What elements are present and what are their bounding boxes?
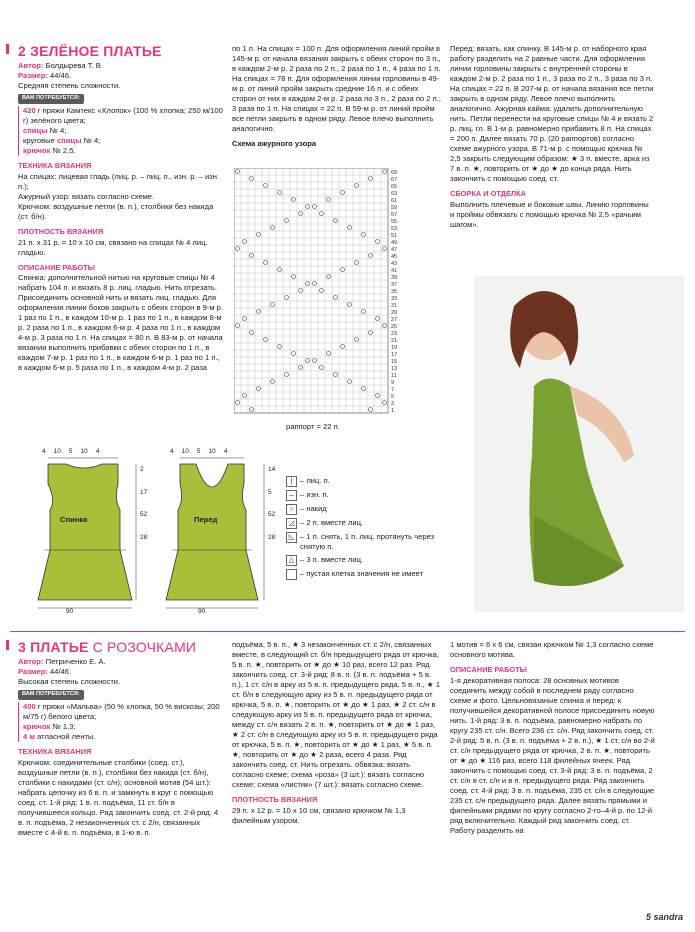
back-bottom-dimension: 90 [66,608,74,615]
density-heading: ПЛОТНОСТЬ ВЯЗАНИЯ [18,226,104,236]
row-number: 1 [391,408,395,414]
dimension-label: 5 [196,448,201,455]
row-number: 17 [391,352,398,358]
row-number: 45 [391,254,398,260]
tech-heading: ТЕХНИКА ВЯЗАНИЯ [18,160,92,170]
dimension-label: 4 [170,448,174,455]
mat4-name: крючок [23,145,51,155]
materials-list [18,702,223,742]
mat2-name: крючок [23,721,51,731]
mid-text: подъёма, 5 в. п., ★ 3 незаконченных ст. с 2/н, связанных вместе, в следующий ст. б/н предыдущего ряда от крючка, 5 в. п. ★, повторить от ★ до ★ 10 раз, всего 12 раз. Ряд закончить соед. ст. 3-й ряд: 8 в. п. (3 в. п. подъёма + 5 в. п.), 1 ст. с/н в арку из 5 в. п. предыдущего ряда, 5 в. п., ★ 1 ст. б/н в следующую арку из 5 в. п. предыдущего ряда от крючка, 5 в. п. ★, повторить от ★ до ★ 1 раз, ★ 2 ст. с/н в следующую арку из 5 в. п. предыдущего ряда от крючка, между ст. с/н вязать 2 в. п. ★, повторить от ★ до ★ 1 раз, ★ 2 ст. с/н в следующую арку из 5 в. п. предыдущего ряда от крючка, 5 в. п. ★, повторить от ★ до ★ 1 раз, ★ 5 в. п. ★, повторить от ★ до ★ 2 раза, всего 4 раза. Ряд закончить соед. ст. Нить отрезать. обвязка: вязать согласно схеме; схема «роза» (3 шт.): вязать согласно схеме; схема «листик» (7 шт.): вязать согласно схеме. [232,640,440,790]
author-value: Болдырева Т. В. [45,61,103,71]
sec2-mid-column [232,44,442,149]
mat3-name: спицы [56,135,82,145]
magazine-brand: sandra [653,912,683,923]
dimension-label: 10 [181,448,189,455]
back-piece-label: Спинка [60,515,88,524]
legend-text: – изн. п. [300,490,329,499]
chart-row-numbers [391,170,397,414]
row-number: 43 [391,261,398,267]
difficulty: Средняя степень сложности. [18,81,121,91]
dimension-label: 10 [208,448,216,455]
sec2-title-text: ЗЕЛЁНОЕ ПЛАТЬЕ [30,43,162,59]
row-number: 19 [391,345,398,351]
chart-legend [286,476,456,583]
dimension-label: 28 [140,533,148,541]
size-label: Размер: [18,71,48,81]
dimension-label: 4 [95,448,100,455]
author-value: Петриченко Е. А. [45,657,106,667]
back-top-dimensions [42,448,142,457]
accent-stripe [6,44,9,54]
lace-chart [234,168,410,420]
dimension-label: 28 [268,533,276,541]
legend-item [286,555,456,566]
front-side-dimensions [268,466,275,556]
dress-photo [474,276,684,612]
front-piece-shape [166,464,258,600]
assembly-text: Выполнить плечевые и боковые швы. Линию горловины и проймы обвязать с помощью крючка № 2,5 «рачьим шагом». [450,199,649,230]
pattern-diagrams [14,450,284,620]
materials-badge: ВАМ ПОТРЕБУЕТСЯ: [18,94,84,103]
legend-text: – накид [300,504,327,513]
author-label: Автор: [18,657,44,667]
density-text: 21 п. х 31 р. = 10 х 10 см, связано на спицах № 4 лиц. гладью. [18,237,208,257]
row-number: 5 [391,394,395,400]
row-number: 63 [391,191,398,197]
row-number: 49 [391,240,398,246]
row-number: 69 [391,170,398,176]
legend-item [286,518,456,529]
page-footer [646,912,683,924]
dimension-label: 52 [140,511,148,519]
tech-line-2: Ажурный узор: вязать согласно схеме. [18,191,155,201]
assembly-heading: СБОРКА И ОТДЕЛКА [450,189,526,199]
row-number: 3 [391,401,395,407]
back-side-dimensions [140,466,147,556]
front-bottom-dimension: 90 [198,608,206,615]
row-number: 51 [391,233,398,239]
row-number: 65 [391,184,398,190]
row-number: 61 [391,198,398,204]
row-number: 57 [391,212,398,218]
dimension-label: 5 [68,448,73,455]
sec2-title [18,44,223,59]
legend-symbol: | [286,476,297,487]
mat1-qty: 400 [23,701,36,711]
row-number: 39 [391,275,398,281]
dimension-label: 2 [140,466,144,473]
legend-symbol [286,569,297,580]
back-piece-shape [38,464,132,600]
legend-text: – 2 п. вместе лиц. [300,518,364,527]
dimension-label: 10 [80,448,88,455]
accent-stripe-2 [6,640,9,650]
row-number: 23 [391,331,398,337]
legend-text: – пустая клетка значения не имеет [300,569,424,579]
row-number: 53 [391,226,398,232]
description-text: 1-я декоративная полоса: 28 основных мотивов соединить между собой в последнем ряду согласно схеме и фото. Цельновязаные спинка и перед: к получившейся декоративной полосе присоединить новую нить. 1-й ряд: 3 в. п. подъёма, равномерно набрать по кругу 235 ст. с/н. Всего 236 ст. с/н. Ряд закончить соед. ст. 2-й ряд: 5 в. п. (3 в. п. подъёма + 2 в. п.), ★ 1 ст. с/н во 2-й ст. с/н предыдущего ряда от крючка, 2 в. п. ★, повторить от ★ до ★ 116 раз, всего 118 филейных ячеек. Ряд закончить с помощью соед. ст. 3-й ряд: 3 в. п. подъёма, 2 ст. с/н в ст. с/н и в п. предыдущего ряда. Ряд закончить соед. ст. 4-й ряд: 3 в. п. подъёма, 235 ст. с/н в следующие 235 ст. с/н предыдущего ряда. Далее вязать прямыми и филейными рядами по кругу согласно 2-го–4-й р. по 12-й ряд включительно. Каждый ряд закончить соед. ст. Работу разделить на [450,675,655,836]
author-label: Автор: [18,61,44,71]
dimension-label: 4 [42,448,46,455]
legend-symbol: ○ [286,504,297,515]
mat1-qty: 420 [23,105,36,115]
dimension-label: 52 [268,511,276,519]
scheme-title: Схема ажурного узора [232,139,317,149]
dimension-label: 17 [140,488,148,496]
density-text: 29 п. х 12 р. = 10 х 10 см, связано крючком № 1,3 филейным узором. [232,806,406,826]
mat3-text: № 4; [83,135,101,145]
legend-text: – 3 п. вместе лиц. [300,555,364,565]
row-number: 41 [391,268,398,274]
row-number: 67 [391,177,398,183]
chart-grid [234,168,388,413]
mat3-name: 4 м [23,731,35,741]
tech-heading: ТЕХНИКА ВЯЗАНИЯ [18,746,92,756]
row-number: 29 [391,310,398,316]
legend-symbol: ◿ [286,518,297,529]
sec2-right-column [450,44,655,230]
size-value: 44/46. [50,667,72,677]
size-value: 44/46. [50,71,72,81]
materials-list [18,106,223,156]
row-number: 35 [391,289,398,295]
front-top-dimensions [170,448,270,457]
row-number: 31 [391,303,398,309]
row-number: 25 [391,324,398,330]
sec3-mid-column [232,640,442,826]
legend-symbol: △ [286,555,297,566]
description-heading: ОПИСАНИЕ РАБОТЫ [450,665,527,675]
legend-item [286,532,456,552]
section-divider [10,631,685,632]
sec2-meta [18,61,223,91]
row-number: 47 [391,247,398,253]
mat3-prefix: круговые [23,135,55,145]
front-piece-label: Перед [194,515,218,524]
sec3-title [18,640,223,655]
rapport-label: раппорт = 22 п. [286,422,340,431]
difficulty: Высокая степень сложности. [18,677,121,687]
legend-item [286,490,456,501]
page-number: 5 [645,912,651,923]
sec3-left-column [18,640,223,838]
tech-line-3: Крючком: воздушные петли (в. п.), столбики без накида (ст. б/н). [18,201,214,221]
mat3-text: атласной ленты. [37,731,96,741]
row-number: 27 [391,317,398,323]
sec2-number: 2 [18,43,26,59]
row-number: 37 [391,282,398,288]
sec3-meta [18,657,223,687]
dimension-label: 10 [53,448,61,455]
materials-badge: ВАМ ПОТРЕБУЕТСЯ: [18,690,84,699]
legend-item [286,504,456,515]
size-label: Размер: [18,667,48,677]
sec3-title-b: С РОЗОЧКАМИ [92,639,197,655]
mat1-text: г пряжи «Мальва» (50 % хлопка, 50 % вискозы; 200 м/75 г) белого цвета; [23,701,220,721]
legend-text: – лиц. п. [300,476,330,485]
dimension-label: 4 [223,448,228,455]
sec2-left-column [18,44,223,373]
right-text: Перед: вязать, как спинку. В 145-м р. от наборного края работу разделить на 2 равные части. Для оформления линии горловины закрыть с внутренней стороны в каждом 2-м р. 2 раза по 1 п., 3 раза по 2 п., 3 раза по 3 п. На спицах = 22 п. В 207-м р. от начала вязания все петли закрыть в одном ряду. Левое плечо выполнить аналогично. Ажурная кайма: удалить дополнительную нить. Петли перенести на круговые спицы № 4 и вязать 2 р. лиц. гл. В 1-м р. равномерно прибавить 8 п. На спицах = 200 п. Далее вязать 70 р. (20 раппортов) согласно схеме ажурного узора. В 71-м р. с помощью крючка № 2,5 закрыть следующим образом: ★ 3 п. вместе, арка из 7 в. п. ★, повторить от ★ до ★ до конца ряда. Нить закончить с помощью соед. ст. [450,44,654,184]
density-heading: ПЛОТНОСТЬ ВЯЗАНИЯ [232,795,318,805]
mat2-text: № 1,3; [52,721,76,731]
row-number: 59 [391,205,398,211]
sec3-title-a: ПЛАТЬЕ [30,639,89,655]
row-number: 11 [391,373,397,379]
row-number: 33 [391,296,398,302]
row-number: 9 [391,380,395,386]
sec3-right-column [450,640,655,836]
mat4-text: № 2,5. [52,145,76,155]
tech-text: Крючком: соединительные столбики (соед. ст.), воздушные петли (в. п.), столбики без накида (ст. б/н), столбики с накидами (ст. с/н); основной мотив (54 шт.): набрать цепочку из 6 в. п. и замкнуть в круг с помощью соед. ст. 1-й ряд: 1 в. п. подъёма, 11 ст. б/н в получившееся кольцо. Ряд закончить соед. ст. 2-й ряд: 4 в. п. подъёма, 2 незаконченных ст. с 2/н, связанных вместе с 4-й в. п. подъёма, в 1-ю в. п. [18,757,219,837]
mid-text: по 1 п. На спицах = 100 п. Для оформления линий пройм в 145-м р. от начала вязания закрыть с обеих сторон по 3 п., в каждом 2-м р. 2 раза по 2 п., 2 раза по 1 п., 4 раза по 1 п. На спицах = 78 п. Для оформления линии горловины в 49-м р. от линий пройм закрыть средние 16 п. и с обеих сторон от них в каждом 2-м р. 2 раза по 3 п., 2 раза по 2 п., 3 раза по 1 п. На спицах = 22 п. В 59-м р. от линий пройм все петли закрыть в одном ряду. Левое плечо выполнить аналогично. [232,44,441,134]
description-text: Спинка: дополнительной нитью на круговые спицы № 4 набрать 104 п. и вязать 8 р. лиц. гладью. Нить отрезать. Присоединить основной нить и вязать лиц. гладью. Для оформления линии боков закрыть с обеих сторон в 9-м р. 1 раз по 1 п., в каждом 10-м р. 1 раз по 1 п., в каждом 8-м р. 2 раза по 1 п., в каждом 6-м р. 4 раза по 1 п., в каждом 4-м р. 3 раза по 1 п. На спицах = 80 п. В 83-м р. от начала вязания выполнить прибавки с обеих сторон по 1 п., в каждом 7-м р. 1 раз по 1 п., в каждом 6-м р. 1 раз по 1 п., в каждом 6-м р. 5 раза по 1 п., в каждом 4-м р. 2 раза [18,273,223,373]
row-number: 15 [391,359,398,365]
row-number: 13 [391,366,398,372]
mat1-text: г пряжи Камтекс «Хлопок» (100 % хлопка; 250 м/100 г) зелёного цвета; [23,105,223,125]
motif-size-text: 1 мотив = 6 х 6 см, связан крючком № 1,3 согласно схеме основного мотива. [450,640,654,660]
mat2-name: спицы [23,125,48,135]
dimension-label: 5 [268,488,272,496]
row-number: 7 [391,387,395,393]
tech-line-1: На спицах: лицевая гладь (лиц. р. – лиц. п., изн. р. – изн. п.); [18,171,220,191]
model-illustration [474,276,684,612]
legend-text: – 1 п. снять, 1 п. лиц. протянуть через снятую п. [300,532,435,552]
legend-symbol: ◺ [286,532,297,543]
legend-item [286,569,456,580]
mat2-text: № 4; [49,125,67,135]
legend-item [286,476,456,487]
legend-symbol: – [286,490,297,501]
row-number: 21 [391,338,398,344]
row-number: 55 [391,219,398,225]
dimension-label: 14 [268,466,276,473]
description-heading: ОПИСАНИЕ РАБОТЫ [18,262,95,272]
sec3-number: 3 [18,639,26,655]
